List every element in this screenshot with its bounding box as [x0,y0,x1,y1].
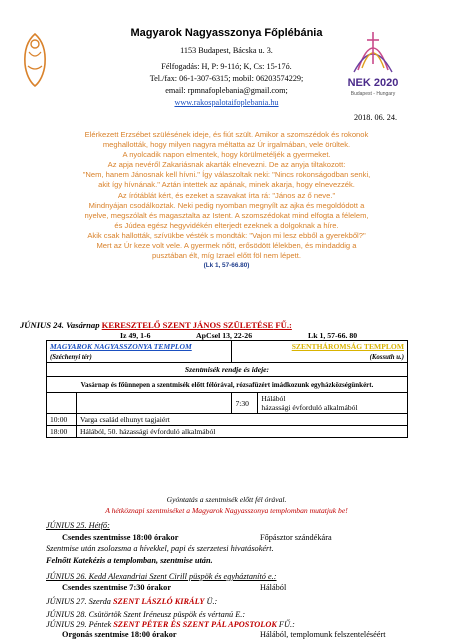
feast-name: KERESZTELŐ SZENT JÁNOS SZÜLETÉSE [101,320,274,330]
email-line: email: rpmnafoplebania@gmail.com; [165,86,288,95]
table-row: 18:00 Hálából, 50. házassági évforduló alkalmából [47,426,408,438]
office-hours: Félfogadás: H, P: 9-11ó; K, Cs: 15-17ó. [161,62,292,71]
day-thursday: JÚNIUS 28. Csütörtök Szent Iréneusz püspök és vértanú E.: [46,610,246,619]
church-2-name: SZENTHÁROMSÁG TEMPLOM [291,341,404,351]
nek-2020-logo-icon [338,22,408,100]
parish-address: 1153 Budapest, Bácska u. 3. [180,46,273,55]
bulletin-date: 2018. 06. 24. [354,113,397,122]
day-monday: JÚNIUS 25. Hétfő: [46,521,110,530]
reading-1: Iz 49, 1-6 [120,331,151,340]
sunday-heading: JÚNIUS 24. Vasárnap KERESZTELŐ SZENT JÁNOS SZÜLETÉSE FŰ.: [20,320,292,330]
table-row: 10:00 Varga család elhunyt tagjaiért [47,414,408,426]
church-1-name: MAGYAROK NAGYASSZONYA TEMPLOM [50,341,192,351]
reading-2: ApCsel 13, 22-26 [196,331,253,340]
day-tuesday: JÚNIUS 26. Kedd Alexandriai Szent Cirill püspök és egyháztanító e.: [46,572,277,581]
gospel-passage: Elérkezett Erzsébet szülésének ideje, és fiút szült. Amikor a szomszédok és rokonok meghallották, hogy milyen nagyra méltatta az Úr irgalmában, vele örültek. A nyolcadik napon elmentek, hogy körülmetéljék a gyermeket. Az apja nevéről Zakariásnak akarták elnevezni. De az anyja tiltakozott: "Nem, hanem Jánosnak kell hívni." Így válaszoltak neki: "Nincs rokonságodban senki, akit így hívnának." Aztán intettek az apának, minek akarja, hogy elnevezzék. Az írótáblát kért, és ezeket a szavakat írta rá: "János az ő neve." Mindnyájan csodálkoztak. Neki pedig nyomban megnyílt az ajka és megoldódott a nyelve, megszólalt és magasztalta az Istent. A szomszédokat mind elfogta a félelem, és Júdea egész hegyvidékén elterjedt ezeknek a dolgoknak a híre. Akik csak hallották, szívükbe vésték s mondták: "Vajon mi lesz ebből a gyerekből?" Mert az Úr keze volt vele. A gyermek nőtt, erősödött lélekben, és mindaddig a pusztában élt, míg Izrael előtt föl nem lépett. (Lk 1, 57-66.80) [20,130,433,271]
order-title: Szentmisék rendje és ideje: [47,363,408,377]
rosary-note: Vasárnap és főünnepen a szentmisék előtt félórával, rózsafüzért imádkozunk egyházközségünkért. [47,377,408,393]
nek-logo-text: NEK 2020 [347,77,399,89]
nek-logo-sub: Budapest - Hungary [350,91,396,97]
table-row: 7:30 Hálából házassági évforduló alkalmából [47,393,408,414]
parish-title: Magyarok Nagyasszonya Főplébánia [130,27,323,39]
day-wednesday: JÚNIUS 27. Szerda SZENT LÁSZLÓ KIRÁLY Ü.: [46,597,218,606]
mass-schedule-table: MAGYAROK NAGYASSZONYA TEMPLOM SZENTHÁROMSÁG TEMPLOM (Széchenyi tér) (Kossuth u.) Szentmisék rendje és ideje: Vasárnap és főünnepen a szentmisék előtt félórával, rózsafüzért imádkozunk egyházközségünkért. 7:30 Hálából házassági évforduló alkalmából 10:00 Varga család elhunyt tagjaiért 18:00 Hálából, 50. házassági évforduló alkalmából [46,340,408,438]
gospel-reference: (Lk 1, 57-66.80) [203,262,250,270]
bulletin-header [0,0,453,120]
weekday-note: A hétköznapi szentmiséket a Magyarok Nagyasszonya templomban mutatjuk be! [105,506,348,515]
website-link[interactable]: www.rakospalotaifoplebania.hu [174,98,279,107]
day-friday: JÚNIUS 29. Péntek SZENT PÉTER ÉS SZENT PÁL APOSTOLOK FŰ.: [46,620,295,629]
reading-3: Lk 1, 57-66. 80 [308,331,358,340]
confession-note: Gyóntatás a szentmisék előtt fél órával. [166,495,287,504]
phone-line: Tel./fax: 06-1-307-6315; mobil: 06203574229; [149,74,304,83]
